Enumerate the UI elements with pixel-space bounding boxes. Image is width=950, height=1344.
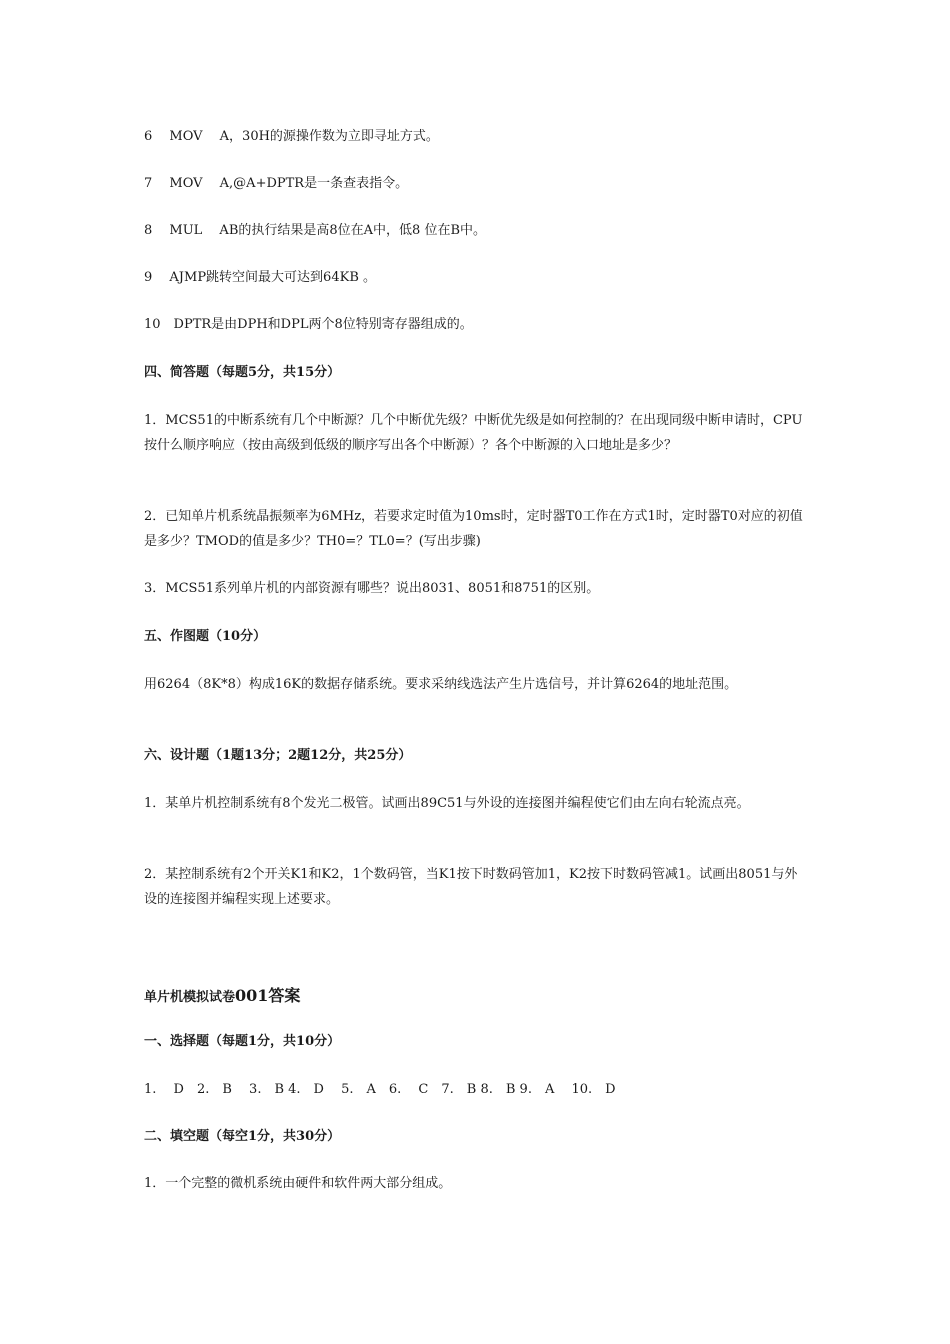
section-5-question-1: 用6264（8K*8）构成16K的数据存储系统。要求采纳线选法产生片选信号，并计算6264的地址范围。	[144, 677, 738, 692]
section-6-question-1: 1．某单片机控制系统有8个发光二极管。试画出89C51与外设的连接图并编程使它们由左向右轮流点亮。	[144, 796, 750, 811]
section-4-heading: 四、简答题（每题5分，共15分）	[144, 365, 341, 380]
section-5-heading: 五、作图题（10分）	[144, 629, 267, 644]
section-4-question-1: 1．MCS51的中断系统有几个中断源？几个中断优先级？中断优先级是如何控制的？在出现同级中断申请时，CPU按什么顺序响应（按由高级到低级的顺序写出各个中断源）？各个中断源的入口地址是多少？	[144, 413, 803, 453]
statement-9: 9 AJMP跳转空间最大可达到64KB 。	[144, 270, 377, 285]
statement-10: 10 DPTR是由DPH和DPL两个8位特别寄存器组成的。	[144, 317, 473, 332]
answers-section-1-list: 1. D 2. B 3. B 4. D 5. A 6. C 7. B 8. B 9. A 10. D	[144, 1082, 616, 1097]
section-6-question-2: 2．某控制系统有2个开关K1和K2，1个数码管，当K1按下时数码管加1，K2按下时数码管减1。试画出8051与外设的连接图并编程实现上述要求。	[144, 867, 798, 907]
answers-title-suffix: 001答案	[235, 986, 301, 1005]
statement-6: 6 MOV A，30H的源操作数为立即寻址方式。	[144, 129, 439, 144]
statement-7: 7 MOV A,@A+DPTR是一条查表指令。	[144, 176, 409, 191]
answers-section-2-heading: 二、填空题（每空1分，共30分）	[144, 1129, 341, 1144]
answers-title-prefix: 单片机模拟试卷	[144, 990, 236, 1005]
section-6-heading: 六、设计题（1题13分；2题12分，共25分）	[144, 748, 412, 763]
answers-section-2-question-1: 1．一个完整的微机系统由硬件和软件两大部分组成。	[144, 1176, 452, 1191]
section-4-question-2: 2．已知单片机系统晶振频率为6MHz，若要求定时值为10ms时，定时器T0工作在方式1时，定时器T0对应的初值是多少？TMOD的值是多少？TH0=？TL0=？(写出步骤)	[144, 509, 803, 549]
section-4-question-3: 3．MCS51系列单片机的内部资源有哪些？说出8031、8051和8751的区别。	[144, 581, 600, 596]
answers-section-1-heading: 一、选择题（每题1分，共10分）	[144, 1034, 341, 1049]
answers-title	[144, 983, 809, 1010]
statement-8: 8 MUL AB的执行结果是高8位在A中，低8 位在B中。	[144, 223, 486, 238]
